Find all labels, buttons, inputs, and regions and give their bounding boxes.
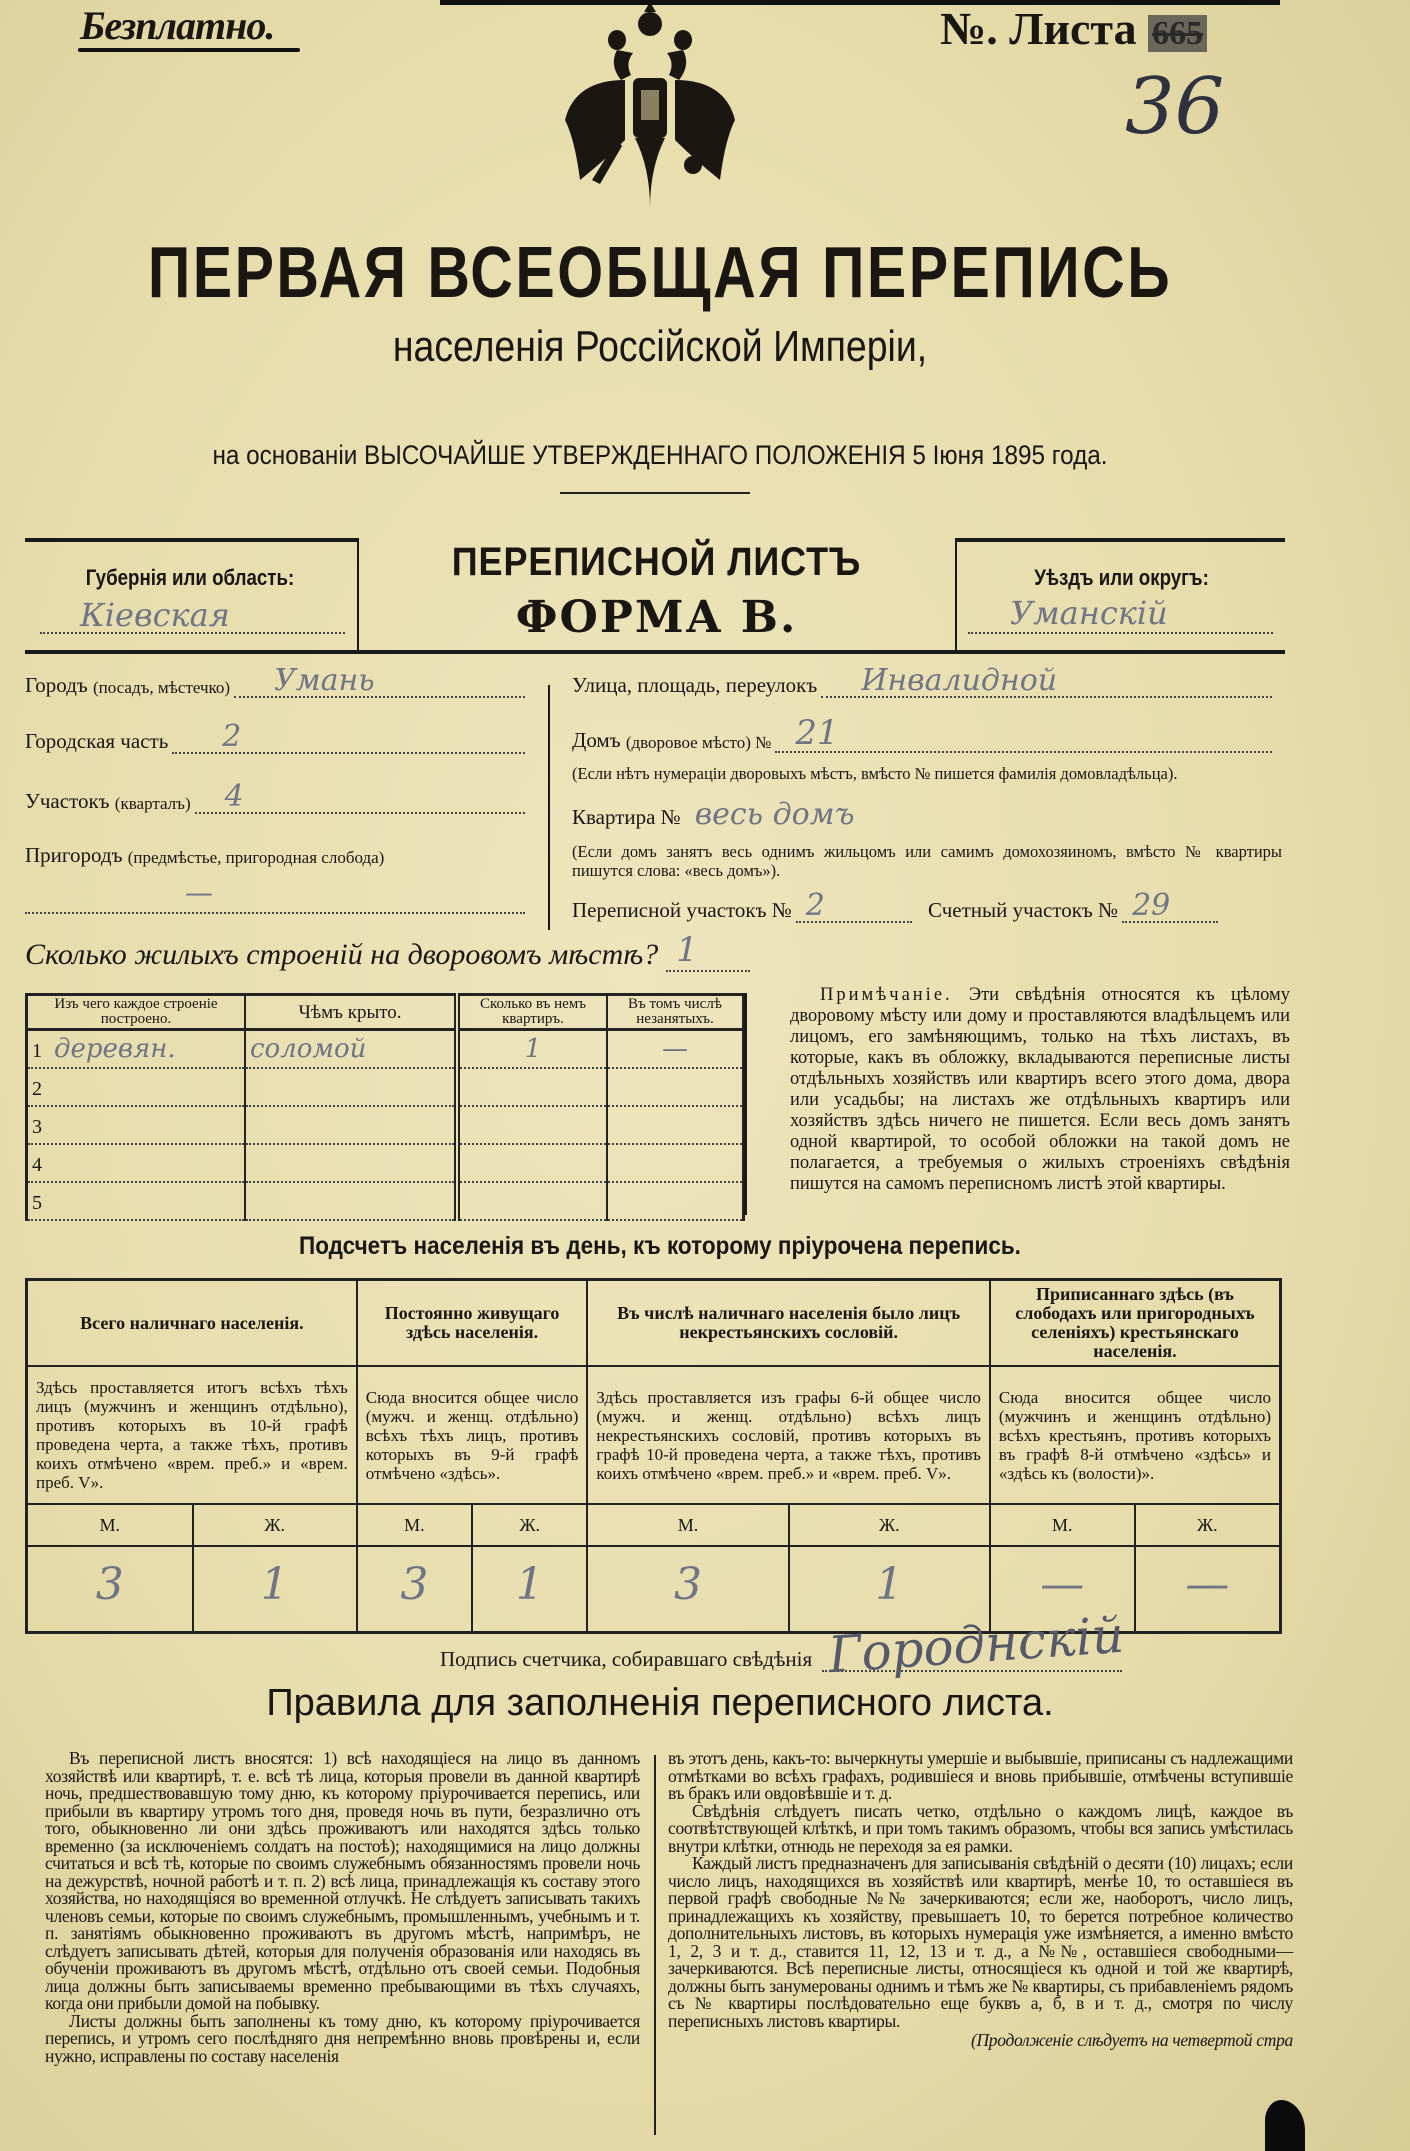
table-cell[interactable] [245,1030,457,1069]
buildings-answer-field[interactable] [666,930,750,972]
table-cell[interactable] [457,1182,607,1220]
table-cell[interactable] [245,1144,457,1182]
street-value: Инвалидной [861,663,1058,698]
buildings-note [790,985,1290,1195]
count-value: 3 [674,1559,702,1610]
divider [25,650,1285,654]
house-hint: (дворовое мѣсто) № [625,733,772,752]
province-value: Кіевская [80,596,230,634]
cell-value-apartments: 1 [524,1034,542,1064]
rules-paragraph: Свѣдѣнія слѣдуетъ писать четко, отдѣльно о каждомъ лицѣ, каждое въ соотвѣтствующей клѣткѣ, и при томъ такимъ образомъ, чтобы вся запись умѣстилась внутри клѣтки, отнюдь не переходя за ея рамки. [668,1800,1293,1856]
row-number: 3 [32,1116,42,1138]
table-cell[interactable] [607,1182,744,1220]
divider [25,538,358,542]
precinct-hint: (кварталъ) [114,794,191,813]
sheet-number-label: №. Листа [940,3,1137,54]
column-header: Въ томъ числѣ незанятыхъ. [607,995,744,1030]
table-row [27,1144,744,1182]
row-number: 4 [32,1154,42,1176]
city-field[interactable] [25,663,525,698]
row-number: 5 [32,1192,42,1214]
count-column-header: Всего наличнаго населенія. [27,1280,357,1367]
sheet-number-handwritten: 36 [1125,62,1225,152]
census-area-label: Переписной участокъ № [572,898,792,922]
page-subtitle: населенія Россійской Имперіи, [392,322,928,371]
house-field[interactable] [572,713,1272,753]
suburb-hint: (предмѣстье, пригородная слобода) [127,848,385,867]
city-hint: (посадъ, мѣстечко) [92,678,231,697]
count-column-description: Здѣсь проставляется изъ графы 6-й общее число (мужч. и женщ. отдѣльно) всѣхъ лицъ некрестьянскихъ сословій, противъ которыхъ въ графѣ 10-й проведена черта, а также тѣхъ, противъ коихъ отмѣчено «врем. преб.» и «врем. преб. V». [587,1366,990,1504]
signature-row [440,1605,1160,1685]
count-area-field[interactable] [928,888,1218,923]
district-label: Уѣздъ или округъ: [1034,565,1209,590]
apartment-field[interactable] [572,797,992,832]
apartment-label: Квартира № [572,805,681,829]
census-area-field[interactable] [572,888,912,923]
female-header: Ж. [193,1504,357,1546]
province-label: Губернія или область: [85,565,295,590]
divider [548,685,550,930]
table-cell[interactable] [245,1106,457,1144]
suburb-label: Пригородъ [25,843,123,867]
rules-title: Правила для заполненія переписного листа. [266,1682,1054,1724]
table-cell[interactable] [27,1144,246,1182]
house-value: 21 [795,713,839,753]
enumerator-signature: Городнскій [826,1605,1126,1685]
male-header: М. [587,1504,788,1546]
column-header: Чѣмъ крыто. [245,995,457,1030]
table-cell[interactable] [607,1144,744,1182]
count-column-description: Сюда вносится общее число (мужчинъ и женщинъ отдѣльно) всѣхъ крестьянъ, противъ которыхъ въ графѣ 8-й отмѣчено «здѣсь» и «здѣсь къ (волости)». [990,1366,1281,1504]
signature-label: Подпись счетчика, собиравшаго свѣдѣнія [440,1647,813,1671]
house-note: (Если нѣтъ нумераціи дворовыхъ мѣстъ, вмѣсто № пишется фамилія домовладѣльца). [572,764,1178,783]
male-header: М. [357,1504,472,1546]
buildings-table [25,993,745,1221]
table-row [27,1030,744,1069]
divider [955,538,1285,542]
form-name: ФОРМА В. [515,592,798,643]
street-label: Улица, площадь, переулокъ [572,673,818,697]
district-field[interactable] [968,632,1273,634]
suburb-value: — [185,876,213,909]
city-part-field[interactable] [25,719,525,754]
count-value: — [1040,1559,1085,1610]
precinct-field[interactable] [25,779,525,814]
count-value: 1 [260,1559,289,1610]
population-count-title: Подсчетъ населенія въ день, къ которому пріурочена перепись. [299,1232,1021,1260]
count-column-header: Постоянно живущаго здѣсь населенія. [357,1280,588,1367]
census-area-value: 2 [805,888,825,923]
count-area-value: 29 [1132,888,1171,923]
table-cell[interactable] [457,1106,607,1144]
table-cell[interactable] [607,1068,744,1106]
table-cell[interactable] [27,1068,246,1106]
table-row [27,1106,744,1144]
table-cell[interactable] [457,1144,607,1182]
cell-value-material: деревян. [54,1034,176,1064]
female-header: Ж. [1135,1504,1281,1546]
table-row [27,1182,744,1220]
sheet-number [940,2,1207,55]
male-header: М. [990,1504,1135,1546]
rules-paragraph: Листы должны быть заполнены къ тому дню, къ которому пріурочивается перепись, и утромъ сего послѣдняго дня непремѣнно вновь провѣрены и, если нужно, исправлены по составу населенія [45,2010,640,2066]
table-cell[interactable] [457,1030,607,1069]
table-cell[interactable] [27,1182,246,1220]
city-part-label: Городская часть [25,729,169,753]
page-title: ПЕРВАЯ ВСЕОБЩАЯ ПЕРЕПИСЬ [147,233,1173,313]
apartment-note: (Если домъ занятъ весь однимъ жильцомъ или самимъ домохозяиномъ, вмѣсто № квартиры пишутся слова: «весь домъ»). [572,842,1282,880]
note-text: Эти свѣдѣнія относятся къ цѣлому дворовому мѣсту или дому и проставляются владѣльцемъ или лицомъ, его замѣняющимъ, только на тѣхъ листахъ, въ которые, какъ въ обложку, вкладываются переписные листы отдѣльныхъ хозяйствъ или квартиръ всего этого дома, двора или усадьбы; на листахъ же отдѣльныхъ квартиръ или хозяйствъ здѣсь ничего не пишется. Если весь домъ занятъ одной квартирой, то особой обложки на такой домъ не полагается, а требуемыя о жилыхъ строеніяхъ свѣдѣнія пишутся на самомъ переписномъ листѣ этой квартиры. [790,985,1290,1194]
count-area-label: Счетный участокъ № [928,898,1119,922]
rules-paragraph: Каждый листъ предназначенъ для записыванія свѣдѣній о десяти (10) лицахъ; если число лицъ, находящихся въ хозяйствѣ или квартирѣ, менѣе 10, то оставшіеся въ первой графѣ свободные №№ зачеркиваются; если же, наоборотъ, число лицъ, принадлежащихъ къ хозяйству, превышаетъ 10, то берется потребное количество дополнительныхъ листовъ, въ которыхъ нумерація уже измѣняется, а именно вмѣсто 1, 2, 3 и т. д., ставится 11, 12, 13 и т. д., а №№, оставшіеся свободными—зачеркиваются. Всѣ переписные листы, относящіеся къ одной и той же квартирѣ, должны быть занумерованы однимъ и тѣмъ же № квартиры, съ прибавленіемъ рядомъ съ № квартиры послѣдовательно еще буквъ а, б, в и т. д., смотря по числу переписныхъ листовъ квартиры. [668,1853,1293,2031]
continued-note: (Продолженіе слѣдуетъ на четвертой стра [970,2030,1293,2050]
free-label: Безплатно. [80,3,275,48]
cell-value-vacant: — [662,1034,688,1064]
table-row [27,1068,744,1106]
divider [955,538,957,650]
table-cell[interactable] [607,1106,744,1144]
note-heading: Примѣчаніе. [820,985,953,1005]
male-count-cell[interactable] [27,1546,193,1633]
count-value: 3 [95,1559,124,1610]
population-count-table [25,1278,1282,1634]
female-count-cell[interactable] [193,1546,357,1633]
female-header: Ж. [472,1504,587,1546]
count-value: 1 [875,1559,904,1610]
row-number: 2 [32,1078,42,1100]
male-header: М. [27,1504,193,1546]
rules-paragraph: Въ переписной листъ вносятся: 1) всѣ находящіеся на лицо въ данномъ хозяйствѣ или квартирѣ, т. е. всѣ тѣ лица, которыя провели въ данной квартирѣ ночь, предшествовавшую тому дню, къ которому пріурочивается перепись, или прибыли въ квартиру утромъ того дня, проведя ночь въ пути, безразлично отъ того, обыкновенно ли они здѣсь проживаютъ или находятся здѣсь только временно (за исключеніемъ солдатъ на постоѣ); находящимися на лицо должны считаться и всѣ тѣ, которые по своимъ служебнымъ обязанностямъ провели ночь на дежурствѣ, ночной работѣ и т. п. 2) всѣ лица, принадлежащія къ составу этого хозяйства, но находящіяся во временной отлучкѣ. Не слѣдуетъ записывать такихъ членовъ семьи, которые по своимъ служебнымъ, промышленнымъ, учебнымъ и т. п. занятіямъ обыкновенно проживаютъ въ другомъ мѣстѣ, напримѣръ, не слѣдуетъ записывать дѣтей, которыя для полученія образованія или находясь въ обученіи проживаютъ въ другомъ мѣстѣ, отдѣльно отъ своей семьи. Подобныя лица должны быть записываемы временно пребывающими въ тѣхъ случаяхъ, когда они прибыли домой на побывку. [45,1748,640,2013]
row-number: 1 [32,1040,42,1062]
form-title: ПЕРЕПИСНОЙ ЛИСТЪ [451,540,862,584]
column-header: Сколько въ немъ квартиръ. [457,995,607,1030]
city-label: Городъ [25,673,88,697]
city-value: Умань [274,663,375,698]
count-value: — [1185,1559,1230,1610]
double-headed-eagle-emblem-icon [555,0,745,210]
suburb-field[interactable] [25,843,525,868]
table-cell[interactable] [457,1068,607,1106]
signature-field[interactable] [822,1605,1126,1685]
count-value: 1 [515,1559,544,1610]
precinct-value: 4 [224,779,244,814]
count-column-header: Приписаннаго здѣсь (въ слободахъ или пригородныхъ селеніяхъ) крестьянскаго населенія. [990,1280,1281,1367]
table-cell[interactable] [27,1106,246,1144]
divider [744,993,747,1215]
district-value: Уманскій [1010,594,1168,632]
city-part-value: 2 [222,719,242,754]
count-column-header: Въ числѣ наличнаго населенія было лицъ некрестьянскихъ сословій. [587,1280,990,1367]
table-cell[interactable] [245,1182,457,1220]
table-cell[interactable] [245,1068,457,1106]
count-value: 3 [400,1559,429,1610]
house-label: Домъ [572,728,621,752]
female-header: Ж. [789,1504,990,1546]
count-column-description: Здѣсь проставляется итогъ всѣхъ тѣхъ лицъ (мужчинъ и женщинъ отдѣльно), противъ которыхъ въ 10-й графѣ проведена черта, а также тѣхъ, противъ коихъ отмѣчено «врем. преб.» и «врем. преб. V». [27,1366,357,1504]
rules-right-column [668,1750,1293,2050]
sheet-number-struck: 665 [1148,15,1207,52]
rules-left-column [45,1750,640,2065]
divider [560,492,750,494]
free-underline [78,48,300,52]
table-cell[interactable] [607,1030,744,1069]
precinct-label: Участокъ [25,789,110,813]
buildings-question: Сколько жилыхъ строеній на дворовомъ мѣстѣ? [25,938,659,971]
apartment-value: весь домъ [694,797,855,832]
column-divider [654,1755,656,2135]
count-column-description: Сюда вносится общее число (мужч. и женщ. отдѣльно) всѣхъ тѣхъ лицъ, противъ которыхъ въ 9-й графѣ отмѣчено «здѣсь». [357,1366,588,1504]
suburb-line[interactable] [25,912,525,914]
cell-value-roof: соломой [250,1034,367,1064]
buildings-question-row [25,930,750,972]
rules-paragraph: въ этотъ день, какъ-то: вычеркнуты умершіе и выбывшіе, приписаны съ надлежащими отмѣтками во всѣхъ графахъ, родившіеся и вновь прибывшіе, отмѣчены вступившіе въ бракъ или овдовѣвшіе и т. д. [668,1748,1293,1803]
table-cell[interactable] [27,1030,246,1069]
torn-hole [1265,2100,1305,2151]
street-field[interactable] [572,663,1272,698]
column-header: Изъ чего каждое строеніе построено. [27,995,246,1030]
legal-basis: на основаніи ВЫСОЧАЙШЕ УТВЕРЖДЕННАГО ПОЛОЖЕНІЯ 5 Іюня 1895 года. [212,440,1108,470]
buildings-answer: 1 [676,930,698,970]
